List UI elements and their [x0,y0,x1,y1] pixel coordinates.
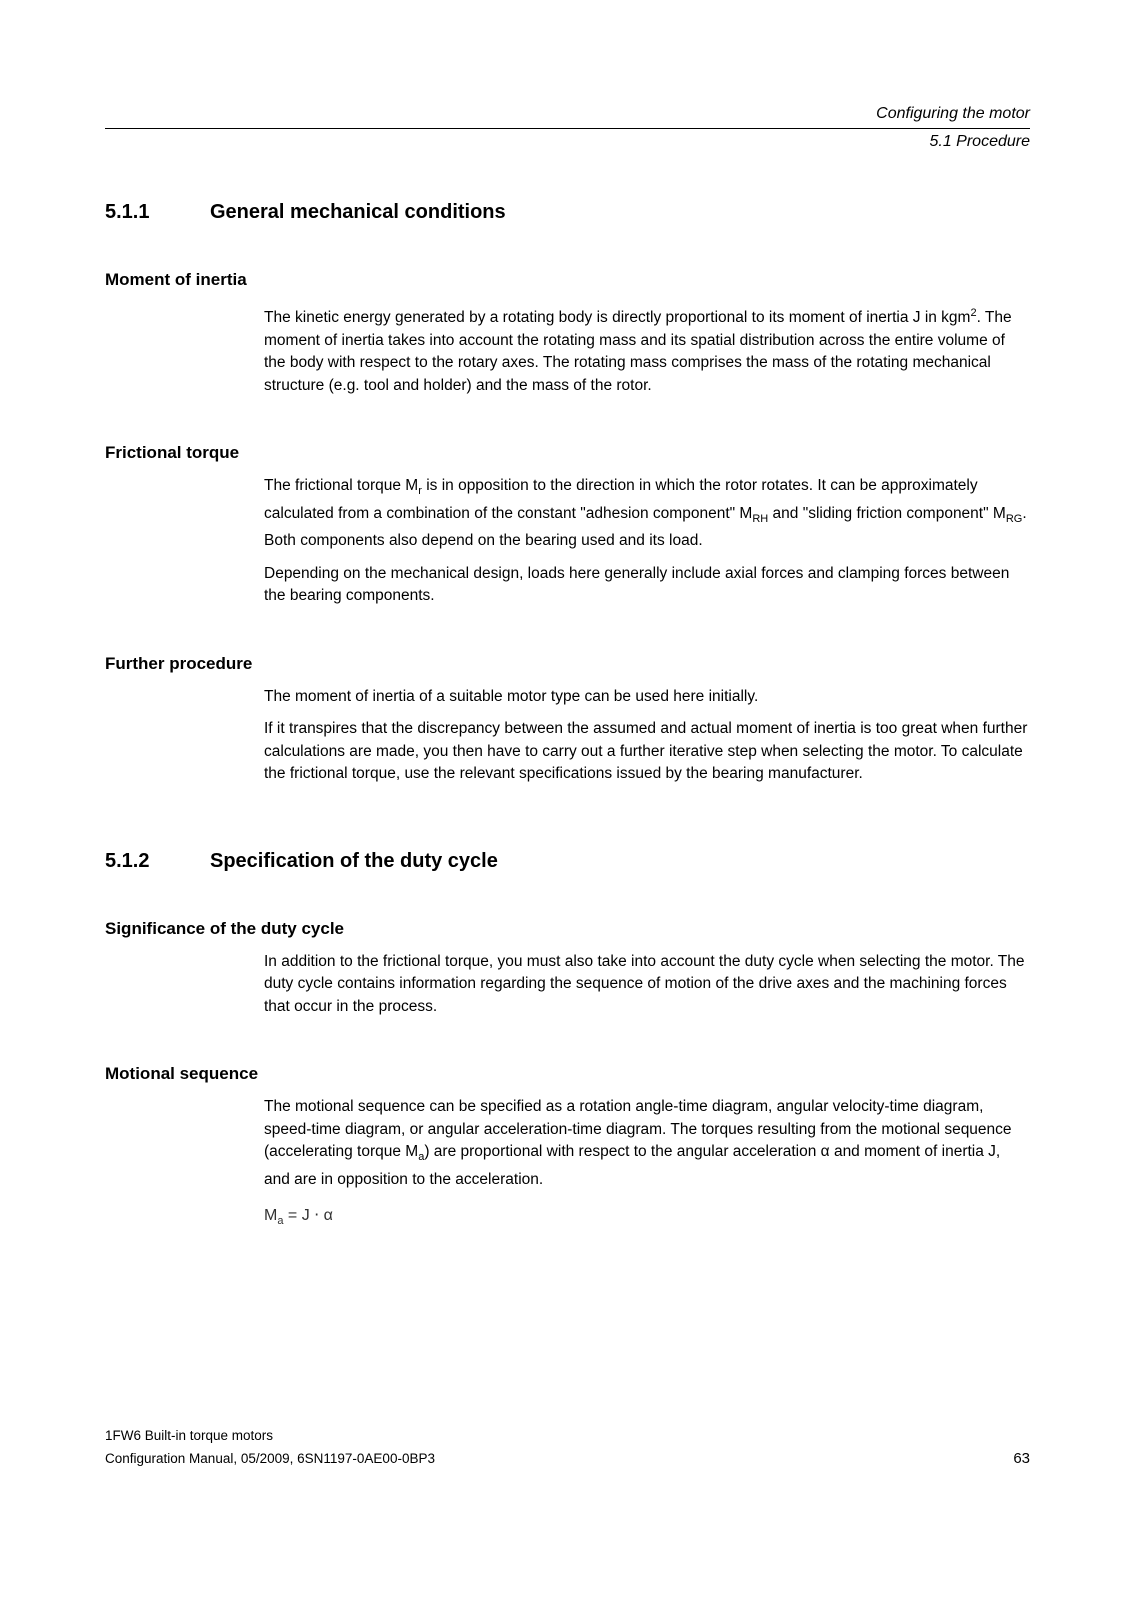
page-header [105,105,1030,151]
subheading-further-procedure: Further procedure [105,653,253,673]
footer-manual-line: Configuration Manual, 05/2009, 6SN1197-0AE00-0BP3 [105,1451,435,1466]
subheading-motional-sequence: Motional sequence [105,1064,259,1084]
footer-row [105,1447,1030,1470]
section-number: 5.1.2 [105,849,150,872]
header-section-row [105,129,1030,151]
section-heading-5-1-1 [105,201,1030,224]
paragraph-further-procedure-2: If it transpires that the discrepancy between the assumed and actual moment of inertia is too great when further calculations are made, you then have to carry out a further iterative step when selecting the motor. To calculate the frictional torque, use the relevant specifications issued by the bearing manufacturer. [264,720,1028,783]
header-chapter-title: Configuring the motor [876,105,1030,122]
section-5-1-2 [105,850,1030,1233]
paragraph-motional-sequence: The motional sequence can be specified as a rotation angle-time diagram, angular velocity-time diagram, speed-time diagram, or angular acceleration-time diagram. The torques resulting from the motional sequence (accelerating torque $M_a$) are proportional with respect to the angular acceleration α and moment of inertia J, and are in opposition to the acceleration. [264,1098,1012,1188]
paragraph-significance-duty-cycle: In addition to the frictional torque, you must also take into account the duty cycle when selecting the motor. The duty cycle contains information regarding the sequence of motion of the drive axes and the machining forces that occur in the process. [264,952,1025,1015]
paragraph-frictional-torque-1: The frictional torque $M_r$ is in opposition to the direction in which the rotor rotates. It can be approximately calculated from a combination of the constant "adhesion component" $M_{RH}$ and "sliding friction component" $M_{RG}$. Both components also depend on the bearing used and its load. [264,477,1027,550]
formula-accelerating-torque: $M_a = J \cdot \alpha$ [264,1207,333,1228]
section-title: Specification of the duty cycle [210,849,498,872]
section-5-1-1 [105,201,1030,786]
section-heading-5-1-2 [105,850,1030,873]
subheading-moment-of-inertia: Moment of inertia [105,270,247,289]
paragraph-moment-of-inertia: The kinetic energy generated by a rotating body is directly proportional to its moment of inertia J in kgm$^2$. The moment of inertia takes into account the rotating mass and its spatial distribution across the entire volume of the body with respect to the rotary axes. The rotating mass comprises the mass of the rotating mechanical structure (e.g. tool and holder) and the mass of the rotor. [264,307,1012,394]
page-footer [105,1424,1030,1470]
header-chapter-row [105,105,1030,129]
section-number: 5.1.1 [105,201,150,223]
subheading-frictional-torque: Frictional torque [105,443,240,463]
page-number: 63 [1013,1450,1030,1467]
header-section-title: 5.1 Procedure [929,133,1030,150]
footer-product-line: 1FW6 Built-in torque motors [105,1428,274,1443]
paragraph-further-procedure-1: The moment of inertia of a suitable motor type can be used here initially. [264,687,759,705]
paragraph-frictional-torque-2: Depending on the mechanical design, loads here generally include axial forces and clamping forces between the bearing components. [264,564,1010,605]
subheading-significance-duty-cycle: Significance of the duty cycle [105,918,345,938]
section-title: General mechanical conditions [210,201,506,223]
